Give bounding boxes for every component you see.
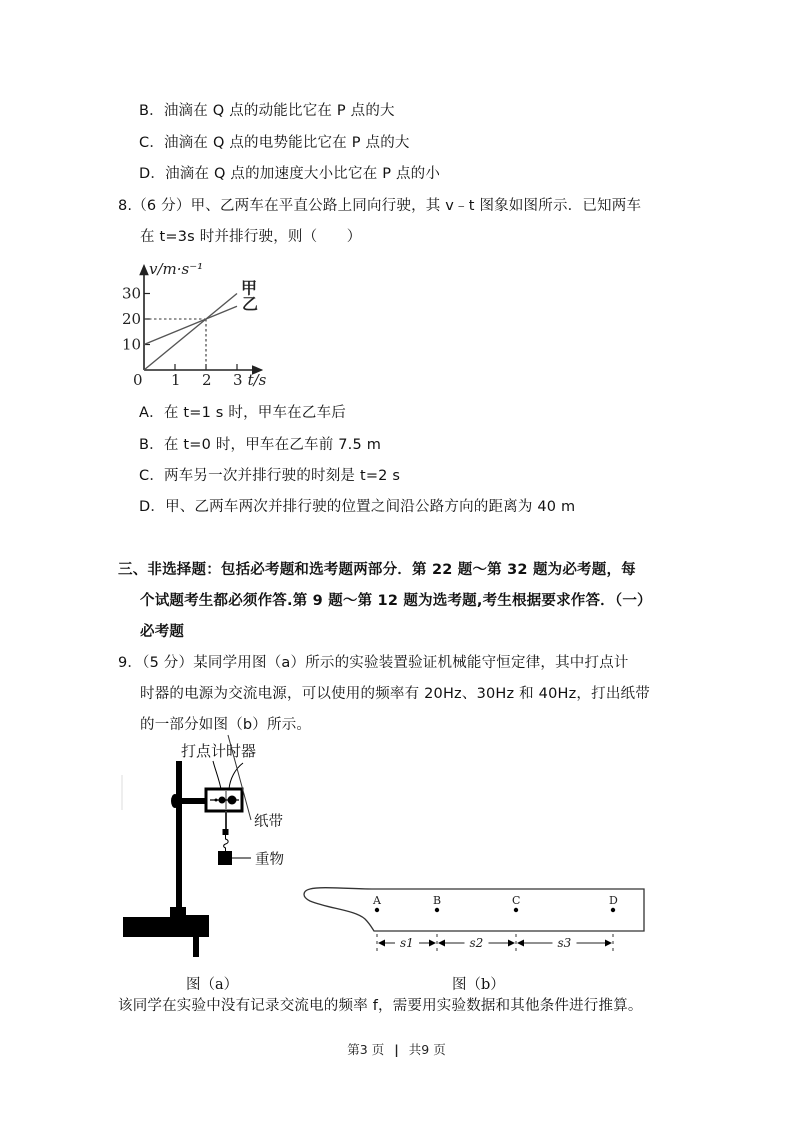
table-leg (193, 935, 199, 957)
q8-option-c (139, 466, 400, 486)
weight-label: 重物 (255, 852, 284, 868)
arrow-head-left (438, 940, 445, 947)
q9-continuation: 该同学在实验中没有记录交流电的频率 f，需要用实验数据和其他条件进行推算。 (118, 998, 643, 1014)
option-label: D． (139, 499, 166, 515)
clamp-arm (175, 798, 207, 804)
arrow-head-right (429, 940, 436, 947)
q8-stem-line2: 在 t=3s 时并排行驶，则（ ） (140, 229, 362, 245)
tape-dot (435, 908, 439, 912)
section3-heading-line3: 必考题 (140, 624, 185, 640)
arrow-head-left (378, 940, 385, 947)
q8-option-b (139, 435, 381, 455)
option-text: 甲、乙两车两次并排行驶的位置之间沿公路方向的距离为 40 m (165, 499, 576, 515)
option-text: 在 t=0 时，甲车在乙车前 7.5 m (163, 437, 382, 453)
option-text: 油滴在 Q 点的加速度大小比它在 P 点的小 (165, 166, 441, 182)
footer-separator: | (394, 1042, 399, 1057)
tape-point-label: B (433, 894, 442, 907)
option-c-prev (139, 133, 410, 153)
y-tick-label: 10 (122, 335, 142, 354)
arrow-head-right (605, 940, 612, 947)
option-label: C． (139, 135, 165, 151)
paper-tape (225, 811, 227, 831)
tape-label: 纸带 (254, 814, 283, 830)
q9-stem-line2: 时器的电源为交流电源，可以使用的频率有 20Hz、30Hz 和 40Hz，打出纸带 (140, 686, 650, 702)
q8-option-d (139, 497, 575, 517)
hook (224, 835, 229, 851)
scan-artifact (121, 775, 123, 810)
section3-heading-line1: 三、非选择题：包括必考题和选考题两部分．第 22 题～第 32 题为必考题，每 (118, 562, 636, 578)
weight-block (218, 851, 232, 865)
timer-dot-small (215, 799, 218, 802)
tape-dot (514, 908, 518, 912)
x-tick-label: 0 (133, 371, 143, 389)
q8-stem-line1: 8.（6 分）甲、乙两车在平直公路上同向行驶，其 v﹣t 图象如图所示．已知两车 (118, 198, 642, 214)
option-text: 油滴在 Q 点的电势能比它在 P 点的大 (164, 135, 410, 151)
figure-b-paper-tape (300, 875, 670, 965)
timer-wire-1 (213, 761, 221, 789)
timer-dot-large (228, 796, 237, 805)
figure-a-caption: 图（a） (186, 977, 239, 993)
option-label: B． (139, 437, 164, 453)
option-d-prev (139, 164, 440, 184)
x-tick-label: 3 (233, 371, 243, 389)
option-label: A． (139, 405, 164, 421)
option-label: B． (139, 103, 164, 119)
q9-stem-line3: 的一部分如图（b）所示。 (140, 717, 312, 733)
segment-label: s1 (400, 936, 414, 950)
series-line-jia (144, 294, 237, 371)
arrow-head-right (508, 940, 515, 947)
y-tick-label: 20 (122, 310, 142, 328)
tape-point-label: C (512, 894, 521, 907)
section3-heading-line2: 个试题考生都必须作答.第 9 题～第 12 题为选考题,考生根据要求作答．（一） (140, 593, 652, 609)
segment-label: s3 (557, 936, 572, 950)
tape-dot (375, 908, 379, 912)
arrow-head-left (517, 940, 524, 947)
tape-outline (304, 888, 644, 931)
tape-dot (611, 908, 615, 912)
footer-page-number: 第3 页 (347, 1042, 385, 1057)
x-axis-label: t/s (247, 371, 267, 389)
series-label: 乙 (242, 294, 259, 314)
timer-wire-2 (229, 763, 243, 789)
option-text: 油滴在 Q 点的动能比它在 P 点的大 (163, 103, 395, 119)
q8-option-a (139, 403, 346, 423)
timer-dot-medium (219, 797, 226, 804)
option-text: 在 t=1 s 时，甲车在乙车后 (163, 405, 346, 421)
series-line-yi (144, 306, 237, 344)
option-b-prev (139, 101, 395, 121)
segment-label: s2 (469, 936, 484, 950)
series-label: 甲 (241, 278, 258, 298)
tape-point-label: D (609, 894, 618, 907)
table-edge (175, 915, 209, 921)
vt-chart (110, 250, 310, 395)
timer-label: 打点计时器 (181, 742, 257, 760)
tape-point-label: A (373, 894, 381, 907)
option-label: D． (139, 166, 166, 182)
footer-total-pages: 共9 页 (408, 1042, 446, 1057)
option-text: 两车另一次并排行驶的时刻是 t=2 s (164, 468, 401, 484)
q9-stem-line1: 9．（5 分）某同学用图（a）所示的实验装置验证机械能守恒定律，其中打点计 (118, 655, 629, 671)
tape-clip (223, 829, 229, 835)
stand-rod (176, 761, 182, 919)
figure-b-caption: 图（b） (452, 977, 505, 993)
page-footer (0, 1040, 793, 1058)
y-tick-label: 30 (122, 284, 142, 303)
x-tick-label: 1 (171, 371, 181, 389)
figure-a-apparatus (115, 735, 315, 965)
x-tick-label: 2 (202, 371, 212, 389)
option-label: C． (139, 468, 165, 484)
y-axis-label: v/m·s⁻¹ (149, 260, 204, 278)
